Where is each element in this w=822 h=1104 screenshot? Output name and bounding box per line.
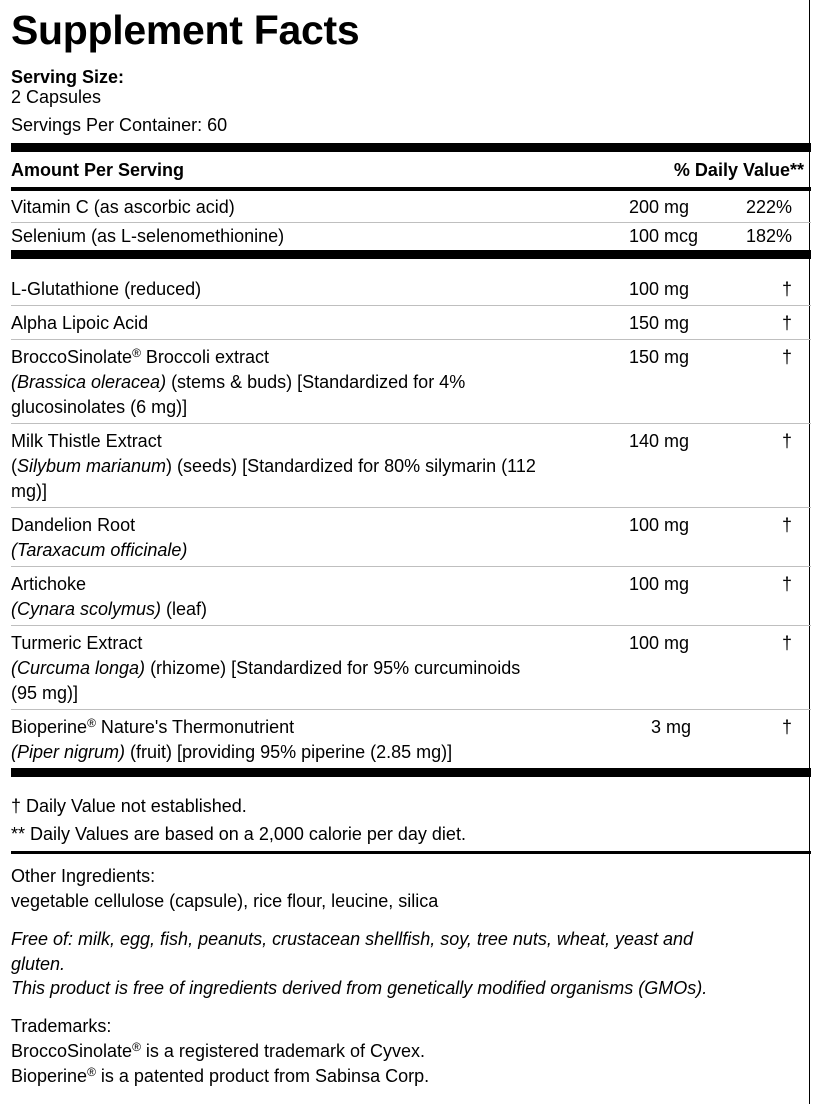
ingredient-name <box>11 345 269 369</box>
ingredient-detail-line2: (95 mg)] <box>11 683 79 703</box>
nutrient-amount: 200 mg <box>629 197 690 217</box>
ingredient-detail-text: (leaf) <box>161 599 208 619</box>
ingredient-amount: 100 mg <box>629 633 690 653</box>
amount-per-serving-header: Amount Per Serving <box>11 160 185 180</box>
ingredient-name-rest: Nature's Thermonutrient <box>95 717 295 737</box>
dagger-mark: † <box>781 431 792 451</box>
footnote-dagger: † Daily Value not established. <box>11 796 247 816</box>
latin-name: (Brassica oleracea) <box>11 372 167 392</box>
ingredient-detail-text: (fruit) [providing 95% piperine (2.85 mg)] <box>125 742 453 762</box>
dagger-mark: † <box>781 347 792 367</box>
free-of-statement: Free of: milk, egg, fish, peanuts, crustacean shellfish, soy, tree nuts, wheat, yeast and <box>11 929 694 949</box>
footnote-daily-values: ** Daily Values are based on a 2,000 calorie per day diet. <box>11 824 466 844</box>
trademark-broccosinolate <box>11 1039 425 1063</box>
ingredient-name <box>11 715 294 739</box>
ingredient-amount: 150 mg <box>629 347 690 367</box>
medium-divider <box>11 187 811 191</box>
row-divider <box>11 566 811 567</box>
registered-mark: ® <box>132 1040 141 1054</box>
trademark-text: is a patented product from Sabinsa Corp. <box>95 1066 430 1086</box>
ingredient-detail-text: ) (seeds) [Standardized for 80% silymarin (112 <box>166 456 536 476</box>
dagger-mark: † <box>781 717 792 737</box>
ingredient-detail <box>11 454 536 478</box>
daily-value-header: % Daily Value** <box>673 160 804 180</box>
row-divider <box>11 709 811 710</box>
ingredient-name-rest: Broccoli extract <box>140 347 269 367</box>
thick-divider <box>11 768 811 777</box>
ingredient-amount: 100 mg <box>629 279 690 299</box>
trademark-bioperine <box>11 1064 429 1088</box>
nutrient-name: Vitamin C (as ascorbic acid) <box>11 197 235 217</box>
row-divider <box>11 339 811 340</box>
dagger-mark: † <box>781 515 792 535</box>
nutrient-name: Selenium (as L-selenomethionine) <box>11 226 285 246</box>
ingredient-name: Artichoke <box>11 574 87 594</box>
ingredient-detail-text: (stems & buds) [Standardized for 4% <box>166 372 466 392</box>
other-ingredients-label: Other Ingredients: <box>11 866 156 886</box>
row-divider <box>11 423 811 424</box>
registered-mark: ® <box>87 1065 96 1079</box>
ingredient-name: Dandelion Root <box>11 515 136 535</box>
ingredient-detail-line2: mg)] <box>11 481 47 501</box>
ingredient-amount: 100 mg <box>629 515 690 535</box>
trademark-text: is a registered trademark of Cyvex. <box>140 1041 426 1061</box>
latin-name: Silybum marianum <box>17 456 167 476</box>
row-divider <box>11 222 811 223</box>
nutrient-daily-value: 222% <box>745 197 792 217</box>
ingredient-detail-line2: glucosinolates (6 mg)] <box>11 397 188 417</box>
registered-mark: ® <box>87 716 96 730</box>
dagger-mark: † <box>781 313 792 333</box>
row-divider <box>11 305 811 306</box>
dagger-mark: † <box>781 633 792 653</box>
ingredient-name: Alpha Lipoic Acid <box>11 313 149 333</box>
thick-divider <box>11 143 811 152</box>
row-divider <box>11 507 811 508</box>
ingredient-name: L-Glutathione (reduced) <box>11 279 202 299</box>
ingredient-amount: 3 mg <box>651 717 692 737</box>
latin-name: (Curcuma longa) <box>11 658 146 678</box>
ingredient-amount: 140 mg <box>629 431 690 451</box>
gmo-statement: This product is free of ingredients derived from genetically modified organisms (GMOs). <box>11 978 708 998</box>
ingredient-detail <box>11 740 452 764</box>
dagger-mark: † <box>781 574 792 594</box>
ingredient-name-text: BroccoSinolate <box>11 347 133 367</box>
panel-title: Supplement Facts <box>11 7 360 53</box>
dagger-mark: † <box>781 279 792 299</box>
nutrient-daily-value: 182% <box>745 226 792 246</box>
trademarks-label: Trademarks: <box>11 1016 112 1036</box>
other-ingredients-value: vegetable cellulose (capsule), rice flour, leucine, silica <box>11 891 439 911</box>
trademark-name: BroccoSinolate <box>11 1041 133 1061</box>
ingredient-name: Milk Thistle Extract <box>11 431 162 451</box>
medium-divider <box>11 851 811 854</box>
ingredient-amount: 100 mg <box>629 574 690 594</box>
latin-name: (Cynara scolymus) <box>11 599 162 619</box>
serving-size-label: Serving Size: <box>11 67 125 87</box>
ingredient-amount: 150 mg <box>629 313 690 333</box>
free-of-statement-line2: gluten. <box>11 954 66 974</box>
nutrient-amount: 100 mcg <box>629 226 699 246</box>
ingredient-detail <box>11 597 207 621</box>
paren: ( <box>11 456 17 476</box>
ingredient-detail <box>11 370 465 394</box>
ingredient-detail <box>11 656 520 680</box>
servings-per-container: Servings Per Container: 60 <box>11 115 228 135</box>
row-divider <box>11 625 811 626</box>
latin-name: (Piper nigrum) <box>11 742 126 762</box>
ingredient-name: Turmeric Extract <box>11 633 143 653</box>
ingredient-detail-text: (rhizome) [Standardized for 95% curcuminoids <box>145 658 521 678</box>
registered-mark: ® <box>132 346 141 360</box>
thick-divider <box>11 250 811 259</box>
latin-name: (Taraxacum officinale) <box>11 540 188 560</box>
serving-size-value: 2 Capsules <box>11 87 102 107</box>
ingredient-name-text: Bioperine <box>11 717 88 737</box>
trademark-name: Bioperine <box>11 1066 88 1086</box>
